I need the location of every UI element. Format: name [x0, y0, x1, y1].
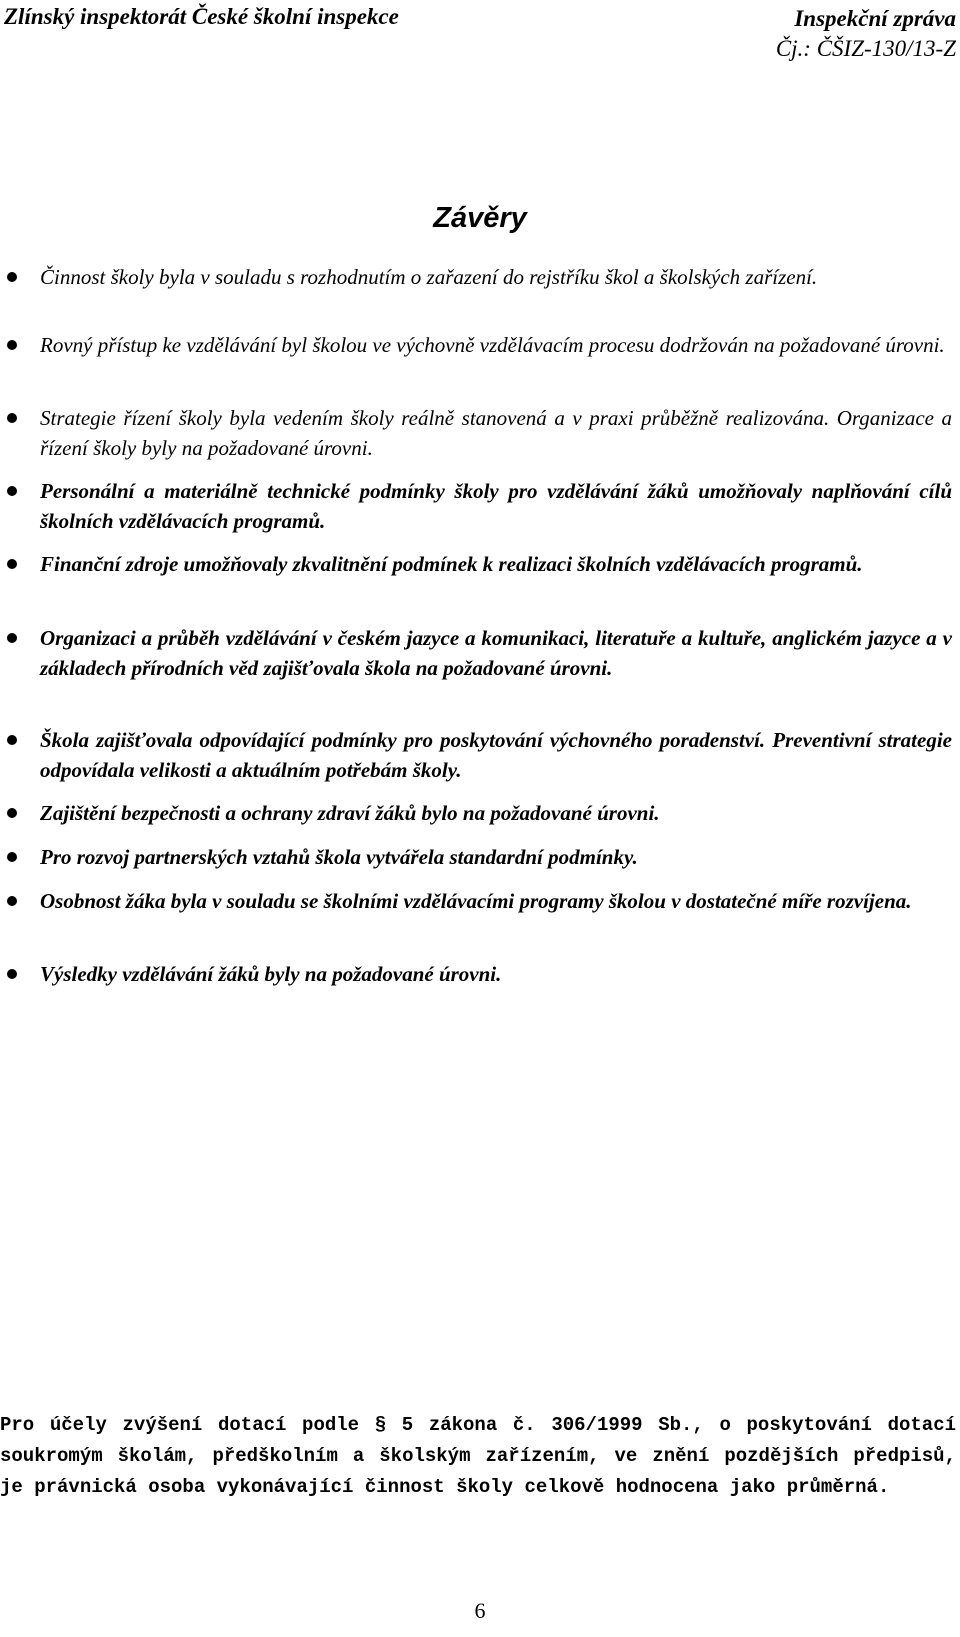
- bullet-icon: [7, 896, 17, 906]
- section-title: Závěry: [433, 202, 527, 234]
- conclusions-list: [0, 262, 960, 999]
- list-item: [0, 798, 960, 842]
- list-item: [0, 623, 960, 725]
- list-item: [0, 959, 960, 999]
- list-item-text: Výsledky vzdělávání žáků byly na požadované úrovni.: [40, 962, 502, 986]
- list-item-text: Finanční zdroje umožňovaly zkvalitnění podmínek k realizaci školních vzdělávacích programů.: [40, 552, 863, 576]
- list-item: [0, 842, 960, 886]
- bullet-icon: [7, 486, 17, 496]
- list-item: [0, 886, 960, 959]
- list-item: [0, 262, 960, 330]
- list-item: [0, 330, 960, 403]
- bullet-icon: [7, 852, 17, 862]
- bullet-icon: [7, 413, 17, 423]
- evaluation-summary: Pro účely zvýšení dotací podle § 5 zákona č. 306/1999 Sb., o poskytování dotací soukromým školám, předškolním a školským zařízením, ve znění pozdějších předpisů, je právnická osoba vykonávající činnost školy celkově hodnocena jako průměrná.: [0, 1414, 956, 1498]
- list-item-text: Osobnost žáka byla v souladu se školními vzdělávacími programy školou v dostatečné míře rozvíjena.: [40, 889, 912, 913]
- list-item-text: Činnost školy byla v souladu s rozhodnutím o zařazení do rejstříku škol a školských zařízení.: [40, 265, 818, 289]
- list-item: [0, 476, 960, 549]
- list-item-text: Rovný přístup ke vzdělávání byl školou ve výchovně vzdělávacím procesu dodržován na požadované úrovni.: [40, 333, 945, 357]
- bullet-icon: [7, 633, 17, 643]
- list-item: [0, 549, 960, 623]
- header-report-title: Inspekční zpráva: [794, 6, 956, 31]
- header-institution: Zlínský inspektorát České školní inspekce: [4, 4, 399, 29]
- list-item-text: Pro rozvoj partnerských vztahů škola vytvářela standardní podmínky.: [40, 845, 638, 869]
- bullet-icon: [7, 559, 17, 569]
- header-reference-number: Čj.: ČŠIZ-130/13-Z: [775, 36, 956, 61]
- list-item-text: Strategie řízení školy byla vedením školy reálně stanovená a v praxi průběžně realizována. Organizace a řízení školy byly na požadované úrovni.: [40, 406, 952, 460]
- list-item-text: Zajištění bezpečnosti a ochrany zdraví žáků bylo na požadované úrovni.: [40, 801, 660, 825]
- bullet-icon: [7, 969, 17, 979]
- bullet-icon: [7, 272, 17, 282]
- list-item-text: Organizaci a průběh vzdělávání v českém jazyce a komunikaci, literatuře a kultuře, anglickém jazyce a v základech přírodních věd zajišťovala škola na požadované úrovni.: [40, 626, 952, 680]
- list-item: [0, 403, 960, 476]
- page-number: 6: [474, 1598, 486, 1623]
- bullet-icon: [7, 340, 17, 350]
- bullet-icon: [7, 735, 17, 745]
- bullet-icon: [7, 808, 17, 818]
- list-item: [0, 725, 960, 798]
- list-item-text: Škola zajišťovala odpovídající podmínky pro poskytování výchovného poradenství. Preventivní strategie odpovídala velikosti a aktuálním potřebám školy.: [40, 728, 952, 782]
- header-report-info: [776, 4, 956, 64]
- list-item-text: Personální a materiálně technické podmínky školy pro vzdělávání žáků umožňovaly naplňování cílů školních vzdělávacích programů.: [40, 479, 952, 533]
